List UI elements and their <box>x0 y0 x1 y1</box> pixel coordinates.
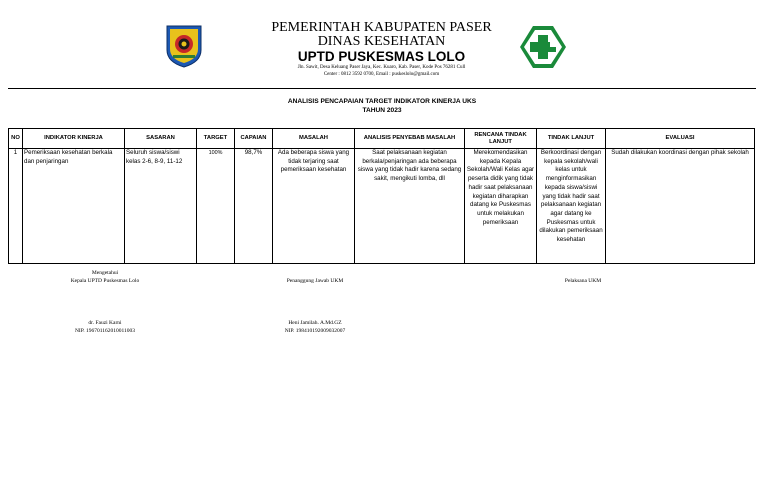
document-title-line2: TAHUN 2023 <box>362 106 402 114</box>
cell-indikator: Pemeriksaan kesehatan berkala dan penjaringan <box>23 149 125 264</box>
column-header: RENCANA TINDAK LANJUT <box>465 129 537 149</box>
letterhead <box>240 21 523 78</box>
cell-evaluasi: Sudah dilakukan koordinasi dengan pihak sekolah <box>606 149 755 264</box>
signature-mid-position: Penanggung Jawab UKM <box>286 278 344 284</box>
cell-no: 1 <box>9 149 23 264</box>
signature-left-name: dr. Fauzi Karni <box>88 320 122 326</box>
signature-right-position: Pelaksana UKM <box>564 278 602 284</box>
cell-capaian: 98,7% <box>235 149 273 264</box>
column-header: TINDAK LANJUT <box>537 129 606 149</box>
column-header: ANALISIS PENYEBAB MASALAH <box>355 129 465 149</box>
regency-emblem-icon <box>165 24 203 68</box>
signature-mid-signer <box>255 319 375 335</box>
cell-target: 100% <box>197 149 235 264</box>
signature-left-title <box>45 269 165 285</box>
document-title-line1: ANALISIS PENCAPAIAN TARGET INDIKATOR KINERJA UKS <box>287 98 477 105</box>
signature-mid-name: Heni Jamilah. A.Md.GZ <box>288 320 342 326</box>
signature-left-position: Kepala UPTD Puskesmas Lolo <box>70 278 140 284</box>
letterhead-department: DINAS KESEHATAN <box>317 34 446 49</box>
cell-tindak-lanjut: Berkoordinasi dengan kepala sekolah/wali kelas untuk menginformasikan kepada siswa/siswi yang tidak hadir saat pelaksanaan kegiatan agar datang ke Puskesmas untuk dilakukan pemeriksaan kesehatan <box>537 149 606 264</box>
letterhead-divider <box>8 88 756 89</box>
letterhead-address: Jln. Sawit, Desa Keluang Paser Jaya, Kec. Kuaro, Kab. Paser, Kode Pos 76281 Cull <box>297 65 466 70</box>
cell-sasaran: Seluruh siswa/siswi kelas 2-6, 8-9, 11-12 <box>125 149 197 264</box>
document-title <box>200 98 564 115</box>
signature-left-nip: NIP. 196701162010011003 <box>74 328 136 334</box>
column-header: INDIKATOR KINERJA <box>23 129 125 149</box>
cell-rencana: Merekomendasikan kepada Kepala Sekolah/Wali Kelas agar peserta didik yang tidak hadir saat pelaksanaan kegiatan diharapkan datang ke Puskesmas untuk melakukan pemeriksaan <box>465 149 537 264</box>
letterhead-government: PEMERINTAH KABUPATEN PASER <box>271 20 492 35</box>
signature-left-signer <box>45 319 165 335</box>
cell-analisis: Saat pelaksanaan kegiatan berkala/penjaringan ada beberapa siswa yang tidak hadir karena sedang sakit, mengikuti lomba, dll <box>355 149 465 264</box>
cell-masalah: Ada beberapa siswa yang tidak terjaring saat pemeriksaan kesehatan <box>273 149 355 264</box>
column-header: SASARAN <box>125 129 197 149</box>
letterhead-institution: UPTD PUSKESMAS LOLO <box>297 49 466 64</box>
column-header: MASALAH <box>273 129 355 149</box>
performance-table <box>8 128 755 264</box>
signature-mid-nip: NIP. 198410192009032007 <box>284 328 346 334</box>
column-header: TARGET <box>197 129 235 149</box>
column-header: EVALUASI <box>606 129 755 149</box>
column-header: CAPAIAN <box>235 129 273 149</box>
column-header: NO <box>9 129 23 149</box>
signature-left-heading: Mengetahui <box>91 270 119 276</box>
health-cross-icon <box>519 25 567 69</box>
letterhead-contact: Center : 0812 3592 0700, Email : puskeslolo@gmail.com <box>323 72 440 77</box>
table-header-row <box>9 129 755 149</box>
table-row <box>9 149 755 264</box>
